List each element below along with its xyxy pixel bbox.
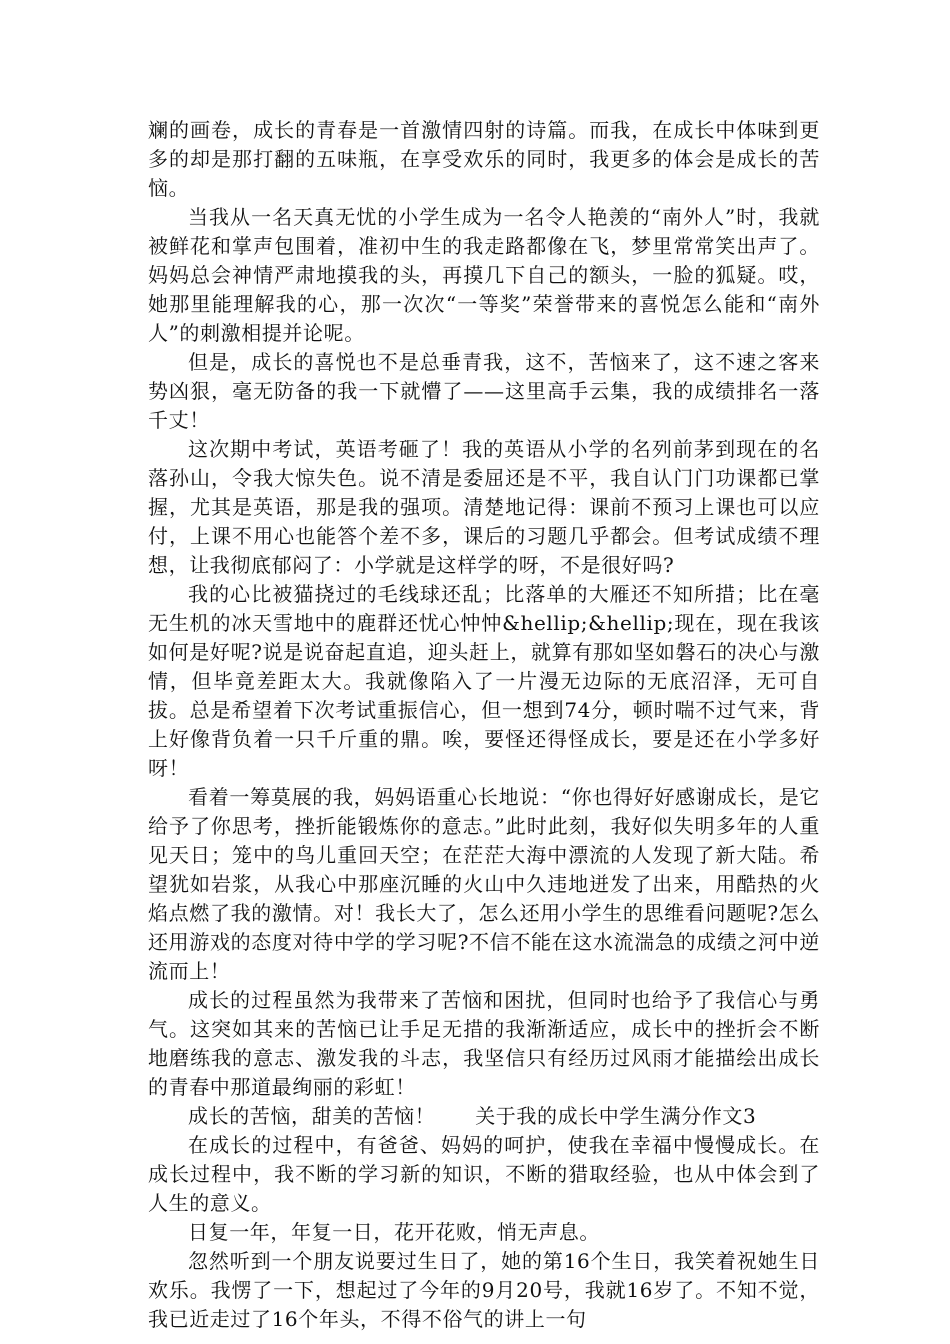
paragraph-8	[148, 1102, 820, 1131]
paragraph-4: 这次期中考试，英语考砸了！我的英语从小学的名列前茅到现在的名落孙山，令我大惊失色。说不清是委屈还是不平，我自认门门功课都已掌握，尤其是英语，那是我的强项。清楚地记得：课前不预习上课也可以应付，上课不用心也能答个差不多，课后的习题几乎都会。但考试成绩不理想，让我彻底郁闷了：小学就是这样学的呀，不是很好吗?	[148, 437, 820, 577]
paragraph-7: 成长的过程虽然为我带来了苦恼和困扰，但同时也给予了我信心与勇气。这突如其来的苦恼已让手足无措的我渐渐适应，成长中的挫折会不断地磨练我的意志、激发我的斗志，我坚信只有经历过风雨才能描绘出成长的青春中那道最绚丽的彩虹！	[148, 988, 820, 1099]
paragraph-10: 日复一年，年复一日，花开花败，悄无声息。	[188, 1220, 600, 1244]
paragraph-9: 在成长的过程中，有爸爸、妈妈的呵护，使我在幸福中慢慢成长。在成长过程中，我不断的学习新的知识，不断的猎取经验，也从中体会到了人生的意义。	[148, 1133, 820, 1215]
paragraph-5: 我的心比被猫挠过的毛线球还乱；比落单的大雁还不知所措；比在毫无生机的冰天雪地中的鹿群还忧心忡忡&hellip;&hellip;现在，现在我该如何是好呢?说是说奋起直追，迎头赶上，就算有那如坚如磐石的决心与激情，但毕竟差距太大。我就像陷入了一片漫无边际的无底沼泽，无可自拔。总是希望着下次考试重振信心，但一想到74分，顿时喘不过气来，背上好像背负着一只千斤重的鼎。唉，要怪还得怪成长，要是还在小学多好呀！	[148, 582, 820, 780]
section-heading: 关于我的成长中学生满分作文3	[475, 1104, 757, 1128]
paragraph-6: 看着一筹莫展的我，妈妈语重心长地说：“你也得好好感谢成长，是它给予了你思考，挫折能锻炼你的意志。”此时此刻，我好似失明多年的人重见天日；笼中的鸟儿重回天空；在茫茫大海中漂流的人发现了新大陆。希望犹如岩浆，从我心中那座沉睡的火山中久违地迸发了出来，用酷热的火焰点燃了我的激情。对！我长大了，怎么还用小学生的思维看问题呢?怎么还用游戏的态度对待中学的学习呢?不信不能在这水流湍急的成绩之河中逆流而上！	[148, 785, 820, 983]
essay-body	[148, 116, 820, 1334]
paragraph-3: 但是，成长的喜悦也不是总垂青我，这不，苦恼来了，这不速之客来势凶狠，毫无防备的我一下就懵了——这里高手云集，我的成绩排名一落千丈！	[148, 350, 820, 432]
closing-line: 成长的苦恼，甜美的苦恼！	[188, 1104, 436, 1128]
paragraph-2: 当我从一名天真无忧的小学生成为一名令人艳羡的“南外人”时，我就被鲜花和掌声包围着，准初中生的我走路都像在飞，梦里常常笑出声了。妈妈总会神情严肃地摸我的头，再摸几下自己的额头，一脸的狐疑。哎，她那里能理解我的心，那一次次“一等奖”荣誉带来的喜悦怎么能和“南外人”的刺激相提并论呢。	[148, 205, 820, 345]
paragraph-11: 忽然听到一个朋友说要过生日了，她的第16个生日，我笑着祝她生日欢乐。我愣了一下，想起过了今年的9月20号，我就16岁了。不知不觉，我已近走过了16个年头，不得不俗气的讲上一句	[148, 1249, 820, 1331]
paragraph-1: 斓的画卷，成长的青春是一首激情四射的诗篇。而我，在成长中体味到更多的却是那打翻的五味瓶，在享受欢乐的同时，我更多的体会是成长的苦恼。	[148, 118, 820, 200]
